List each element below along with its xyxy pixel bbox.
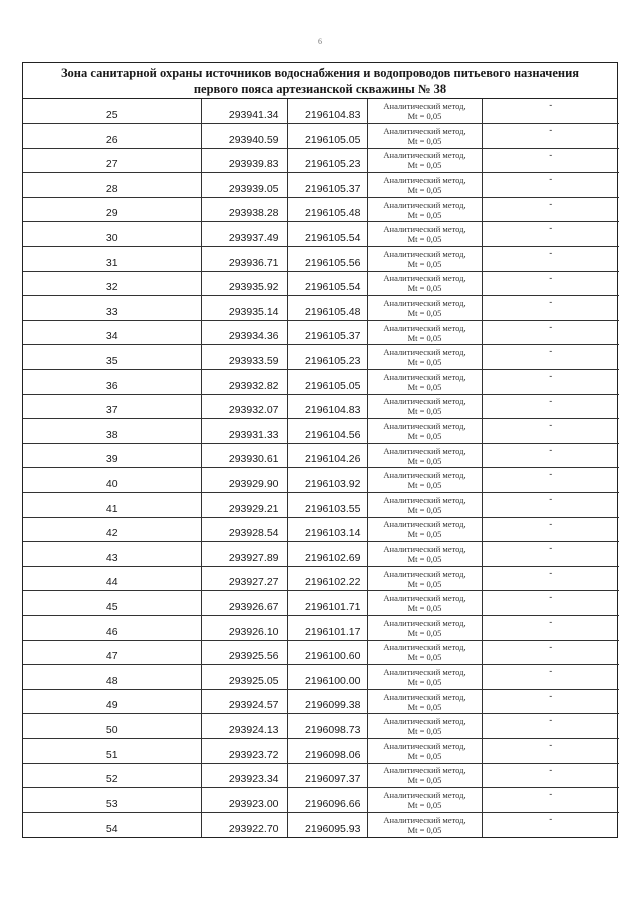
method-cell <box>367 615 482 640</box>
method-line-2: Mt = 0,05 <box>407 406 442 417</box>
coordinate-x: 293929.21 <box>201 493 287 518</box>
coordinate-x: 293931.33 <box>201 419 287 444</box>
method-cell <box>367 812 482 837</box>
table-row <box>23 738 619 763</box>
dash-cell: - <box>482 419 619 444</box>
method-line-1: Аналитический метод, <box>383 396 466 407</box>
coordinate-y: 2196101.17 <box>287 615 367 640</box>
dash-cell: - <box>482 247 619 272</box>
dash-cell: - <box>482 124 619 149</box>
method-cell <box>367 173 482 198</box>
method-cell <box>367 222 482 247</box>
dash-cell: - <box>482 394 619 419</box>
dash-cell: - <box>482 763 619 788</box>
method-line-2: Mt = 0,05 <box>407 258 442 269</box>
point-number: 33 <box>23 296 201 321</box>
method-line-1: Аналитический метод, <box>383 150 466 161</box>
coordinate-y: 2196105.37 <box>287 320 367 345</box>
coordinate-x: 293927.89 <box>201 542 287 567</box>
coordinate-x: 293938.28 <box>201 197 287 222</box>
coordinate-y: 2196105.23 <box>287 345 367 370</box>
point-number: 36 <box>23 370 201 395</box>
method-line-1: Аналитический метод, <box>383 322 466 333</box>
dash-cell: - <box>482 542 619 567</box>
dash-cell: - <box>482 443 619 468</box>
table-row <box>23 271 619 296</box>
dash-cell: - <box>482 689 619 714</box>
method-line-1: Аналитический метод, <box>383 642 466 653</box>
dash-cell: - <box>482 493 619 518</box>
method-cell <box>367 714 482 739</box>
dash-cell: - <box>482 738 619 763</box>
point-number: 51 <box>23 738 201 763</box>
method-line-1: Аналитический метод, <box>383 789 466 800</box>
method-cell <box>367 394 482 419</box>
coordinate-y: 2196095.93 <box>287 812 367 837</box>
method-cell <box>367 443 482 468</box>
coordinate-x: 293923.00 <box>201 788 287 813</box>
method-line-1: Аналитический метод, <box>383 814 466 825</box>
coordinate-x: 293933.59 <box>201 345 287 370</box>
method-line-2: Mt = 0,05 <box>407 283 442 294</box>
table-row <box>23 714 619 739</box>
method-line-1: Аналитический метод, <box>383 765 466 776</box>
method-line-2: Mt = 0,05 <box>407 799 442 810</box>
point-number: 40 <box>23 468 201 493</box>
method-line-2: Mt = 0,05 <box>407 308 442 319</box>
table-row <box>23 394 619 419</box>
table-row <box>23 222 619 247</box>
dash-cell: - <box>482 591 619 616</box>
point-number: 42 <box>23 517 201 542</box>
coordinate-x: 293935.14 <box>201 296 287 321</box>
method-cell <box>367 197 482 222</box>
dash-cell: - <box>482 517 619 542</box>
method-line-2: Mt = 0,05 <box>407 578 442 589</box>
table-row <box>23 124 619 149</box>
method-cell <box>367 320 482 345</box>
coordinate-y: 2196105.05 <box>287 124 367 149</box>
dash-cell: - <box>482 714 619 739</box>
coordinate-x: 293929.90 <box>201 468 287 493</box>
point-number: 29 <box>23 197 201 222</box>
method-line-2: Mt = 0,05 <box>407 234 442 245</box>
method-cell <box>367 148 482 173</box>
coordinate-y: 2196103.92 <box>287 468 367 493</box>
point-number: 49 <box>23 689 201 714</box>
method-line-2: Mt = 0,05 <box>407 824 442 835</box>
method-line-2: Mt = 0,05 <box>407 111 442 122</box>
method-line-2: Mt = 0,05 <box>407 135 442 146</box>
coordinate-x: 293924.13 <box>201 714 287 739</box>
table-row <box>23 247 619 272</box>
coordinate-y: 2196104.83 <box>287 394 367 419</box>
dash-cell: - <box>482 148 619 173</box>
method-line-1: Аналитический метод, <box>383 617 466 628</box>
coordinate-y: 2196098.73 <box>287 714 367 739</box>
title-line-2: первого пояса артезианской скважины № 38 <box>193 82 447 96</box>
method-line-2: Mt = 0,05 <box>407 160 442 171</box>
point-number: 52 <box>23 763 201 788</box>
table-title <box>23 63 617 99</box>
method-line-1: Аналитический метод, <box>383 347 466 358</box>
coordinate-y: 2196105.23 <box>287 148 367 173</box>
dash-cell: - <box>482 345 619 370</box>
method-line-1: Аналитический метод, <box>383 199 466 210</box>
dash-cell: - <box>482 99 619 124</box>
method-line-1: Аналитический метод, <box>383 224 466 235</box>
point-number: 34 <box>23 320 201 345</box>
point-number: 31 <box>23 247 201 272</box>
point-number: 43 <box>23 542 201 567</box>
method-line-2: Mt = 0,05 <box>407 480 442 491</box>
method-cell <box>367 591 482 616</box>
table-row <box>23 468 619 493</box>
point-number: 41 <box>23 493 201 518</box>
table-row <box>23 640 619 665</box>
coordinate-y: 2196104.26 <box>287 443 367 468</box>
coordinates-table-body <box>23 99 619 837</box>
coordinate-y: 2196100.60 <box>287 640 367 665</box>
point-number: 38 <box>23 419 201 444</box>
coordinate-y: 2196103.55 <box>287 493 367 518</box>
table-row <box>23 493 619 518</box>
dash-cell: - <box>482 370 619 395</box>
coordinate-x: 293932.82 <box>201 370 287 395</box>
coordinate-y: 2196105.54 <box>287 271 367 296</box>
coordinate-x: 293935.92 <box>201 271 287 296</box>
method-line-2: Mt = 0,05 <box>407 357 442 368</box>
coordinate-y: 2196097.37 <box>287 763 367 788</box>
method-cell <box>367 271 482 296</box>
method-cell <box>367 419 482 444</box>
method-cell <box>367 788 482 813</box>
coordinate-x: 293927.27 <box>201 566 287 591</box>
table-row <box>23 419 619 444</box>
method-line-2: Mt = 0,05 <box>407 676 442 687</box>
table-row <box>23 345 619 370</box>
point-number: 27 <box>23 148 201 173</box>
table-row <box>23 591 619 616</box>
method-line-2: Mt = 0,05 <box>407 652 442 663</box>
method-cell <box>367 493 482 518</box>
point-number: 28 <box>23 173 201 198</box>
point-number: 44 <box>23 566 201 591</box>
point-number: 46 <box>23 615 201 640</box>
method-cell <box>367 566 482 591</box>
method-line-2: Mt = 0,05 <box>407 701 442 712</box>
method-line-2: Mt = 0,05 <box>407 726 442 737</box>
dash-cell: - <box>482 296 619 321</box>
method-line-2: Mt = 0,05 <box>407 431 442 442</box>
coordinate-y: 2196105.48 <box>287 296 367 321</box>
coordinate-x: 293941.34 <box>201 99 287 124</box>
coordinate-x: 293923.72 <box>201 738 287 763</box>
method-line-2: Mt = 0,05 <box>407 332 442 343</box>
table-row <box>23 665 619 690</box>
method-line-1: Аналитический метод, <box>383 543 466 554</box>
method-line-2: Mt = 0,05 <box>407 185 442 196</box>
point-number: 26 <box>23 124 201 149</box>
method-line-2: Mt = 0,05 <box>407 750 442 761</box>
coordinate-y: 2196105.05 <box>287 370 367 395</box>
point-number: 25 <box>23 99 201 124</box>
method-line-2: Mt = 0,05 <box>407 603 442 614</box>
method-line-1: Аналитический метод, <box>383 445 466 456</box>
table-row <box>23 197 619 222</box>
dash-cell: - <box>482 173 619 198</box>
dash-cell: - <box>482 812 619 837</box>
table-row <box>23 788 619 813</box>
coordinate-x: 293937.49 <box>201 222 287 247</box>
point-number: 45 <box>23 591 201 616</box>
dash-cell: - <box>482 615 619 640</box>
dash-cell: - <box>482 640 619 665</box>
coordinate-x: 293939.05 <box>201 173 287 198</box>
coordinate-y: 2196098.06 <box>287 738 367 763</box>
method-line-1: Аналитический метод, <box>383 568 466 579</box>
table-row <box>23 99 619 124</box>
coordinate-y: 2196100.00 <box>287 665 367 690</box>
dash-cell: - <box>482 222 619 247</box>
coordinate-x: 293932.07 <box>201 394 287 419</box>
method-cell <box>367 370 482 395</box>
table-row <box>23 148 619 173</box>
method-line-1: Аналитический метод, <box>383 666 466 677</box>
coordinate-y: 2196102.22 <box>287 566 367 591</box>
method-line-1: Аналитический метод, <box>383 125 466 136</box>
coordinate-x: 293924.57 <box>201 689 287 714</box>
method-cell <box>367 738 482 763</box>
coordinate-y: 2196104.56 <box>287 419 367 444</box>
method-line-2: Mt = 0,05 <box>407 529 442 540</box>
method-line-1: Аналитический метод, <box>383 298 466 309</box>
coordinate-y: 2196103.14 <box>287 517 367 542</box>
method-line-2: Mt = 0,05 <box>407 775 442 786</box>
method-line-2: Mt = 0,05 <box>407 209 442 220</box>
method-cell <box>367 345 482 370</box>
method-line-1: Аналитический метод, <box>383 248 466 259</box>
method-cell <box>367 124 482 149</box>
method-cell <box>367 763 482 788</box>
method-line-2: Mt = 0,05 <box>407 381 442 392</box>
coordinate-y: 2196105.37 <box>287 173 367 198</box>
table-row <box>23 763 619 788</box>
dash-cell: - <box>482 788 619 813</box>
point-number: 48 <box>23 665 201 690</box>
method-line-1: Аналитический метод, <box>383 716 466 727</box>
table-row <box>23 443 619 468</box>
method-cell <box>367 468 482 493</box>
coordinate-y: 2196099.38 <box>287 689 367 714</box>
method-cell <box>367 665 482 690</box>
method-cell <box>367 99 482 124</box>
coordinate-x: 293939.83 <box>201 148 287 173</box>
coordinate-y: 2196102.69 <box>287 542 367 567</box>
method-line-2: Mt = 0,05 <box>407 504 442 515</box>
method-line-1: Аналитический метод, <box>383 175 466 186</box>
method-cell <box>367 542 482 567</box>
method-line-1: Аналитический метод, <box>383 519 466 530</box>
method-line-1: Аналитический метод, <box>383 421 466 432</box>
coordinate-x: 293936.71 <box>201 247 287 272</box>
coordinate-x: 293930.61 <box>201 443 287 468</box>
table-row <box>23 517 619 542</box>
method-line-1: Аналитический метод, <box>383 740 466 751</box>
point-number: 37 <box>23 394 201 419</box>
dash-cell: - <box>482 320 619 345</box>
method-cell <box>367 296 482 321</box>
coordinate-y: 2196105.48 <box>287 197 367 222</box>
coordinate-x: 293934.36 <box>201 320 287 345</box>
coordinate-x: 293926.67 <box>201 591 287 616</box>
method-line-1: Аналитический метод, <box>383 593 466 604</box>
method-line-1: Аналитический метод, <box>383 691 466 702</box>
point-number: 53 <box>23 788 201 813</box>
coordinate-y: 2196104.83 <box>287 99 367 124</box>
title-line-1: Зона санитарной охраны источников водоснабжения и водопроводов питьевого назначения <box>60 66 580 80</box>
table-row <box>23 615 619 640</box>
coordinate-x: 293940.59 <box>201 124 287 149</box>
method-line-2: Mt = 0,05 <box>407 553 442 564</box>
table-row <box>23 689 619 714</box>
coordinate-x: 293923.34 <box>201 763 287 788</box>
method-line-1: Аналитический метод, <box>383 273 466 284</box>
table-row <box>23 566 619 591</box>
method-cell <box>367 247 482 272</box>
coordinate-y: 2196101.71 <box>287 591 367 616</box>
coordinate-y: 2196105.54 <box>287 222 367 247</box>
dash-cell: - <box>482 468 619 493</box>
coordinates-table <box>23 99 619 837</box>
point-number: 32 <box>23 271 201 296</box>
coordinate-x: 293925.56 <box>201 640 287 665</box>
dash-cell: - <box>482 271 619 296</box>
method-line-1: Аналитический метод, <box>383 101 466 112</box>
table-row <box>23 812 619 837</box>
method-line-1: Аналитический метод, <box>383 371 466 382</box>
coordinate-y: 2196105.56 <box>287 247 367 272</box>
point-number: 39 <box>23 443 201 468</box>
method-line-2: Mt = 0,05 <box>407 627 442 638</box>
page-number: 6 <box>318 37 322 46</box>
method-line-1: Аналитический метод, <box>383 470 466 481</box>
dash-cell: - <box>482 566 619 591</box>
point-number: 30 <box>23 222 201 247</box>
dash-cell: - <box>482 665 619 690</box>
table-row <box>23 370 619 395</box>
table-row <box>23 320 619 345</box>
method-cell <box>367 640 482 665</box>
method-cell <box>367 517 482 542</box>
coordinate-x: 293926.10 <box>201 615 287 640</box>
document-sheet <box>22 62 618 838</box>
table-row <box>23 542 619 567</box>
method-line-1: Аналитический метод, <box>383 494 466 505</box>
coordinate-x: 293922.70 <box>201 812 287 837</box>
point-number: 47 <box>23 640 201 665</box>
coordinate-y: 2196096.66 <box>287 788 367 813</box>
table-row <box>23 296 619 321</box>
point-number: 54 <box>105 822 118 835</box>
method-line-2: Mt = 0,05 <box>407 455 442 466</box>
dash-cell: - <box>482 197 619 222</box>
point-number: 50 <box>23 714 201 739</box>
table-row <box>23 173 619 198</box>
method-cell <box>367 689 482 714</box>
coordinate-x: 293928.54 <box>201 517 287 542</box>
coordinate-x: 293925.05 <box>201 665 287 690</box>
point-number: 35 <box>23 345 201 370</box>
